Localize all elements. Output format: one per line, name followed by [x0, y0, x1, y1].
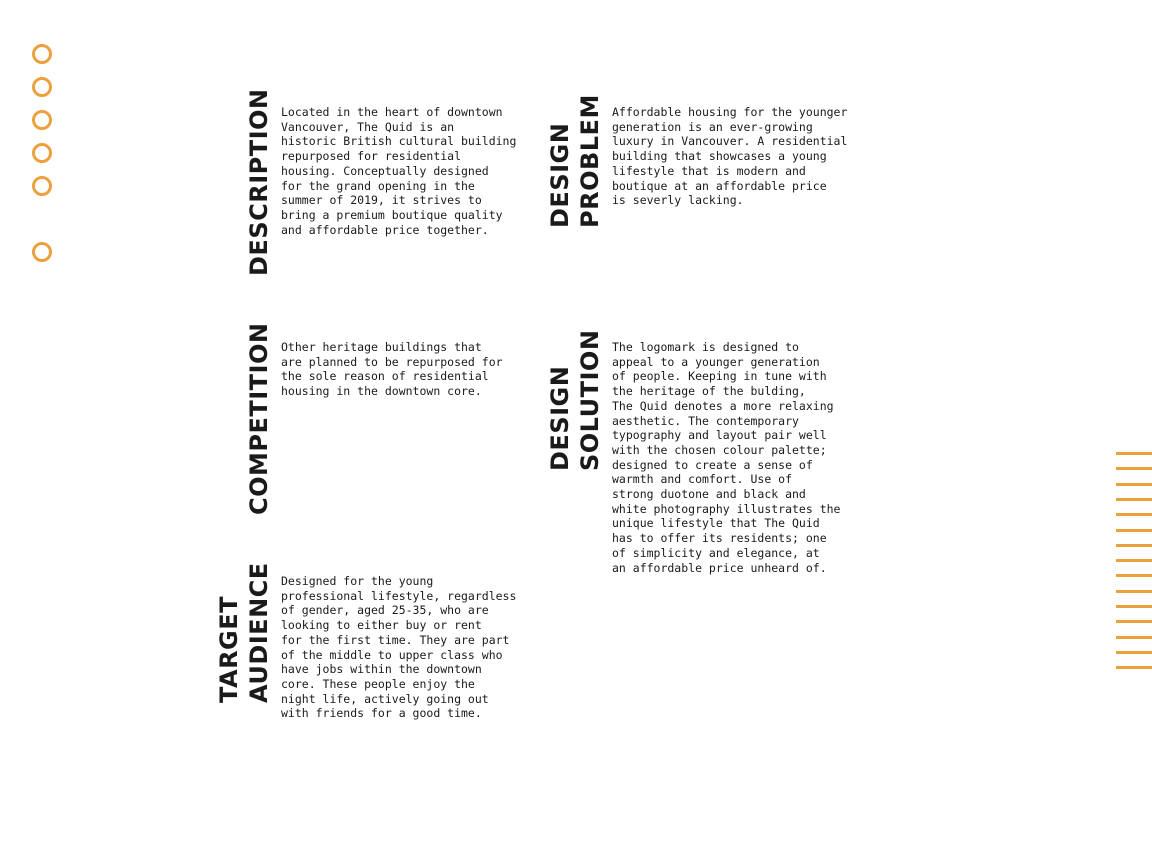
ring-icon — [32, 77, 52, 97]
competition-heading: COMPETITION — [245, 322, 273, 515]
stripe-icon — [1116, 452, 1152, 455]
ring-decoration — [32, 44, 52, 264]
ring-icon — [32, 176, 52, 196]
stripe-icon — [1116, 544, 1152, 547]
stripe-icon — [1116, 574, 1152, 577]
ring-icon — [32, 242, 52, 262]
description-heading: DESCRIPTION — [245, 88, 273, 276]
target-audience-body: Designed for the young professional lifestyle, regardless of gender, aged 25-35, who are looking to either buy or rent for the first time. They are part of the middle to upper class who have jobs within the downtown core. These people enjoy the night life, actively going out with friends for a good time. — [281, 574, 517, 721]
stripe-decoration — [1116, 452, 1152, 674]
target-audience-heading: TARGET AUDIENCE — [215, 562, 273, 703]
stripe-icon — [1116, 636, 1152, 639]
stripe-icon — [1116, 590, 1152, 593]
ring-icon — [32, 110, 52, 130]
stripe-icon — [1116, 467, 1152, 470]
design-problem-heading: DESIGN PROBLEM — [546, 94, 604, 228]
stripe-icon — [1116, 483, 1152, 486]
stripe-icon — [1116, 529, 1152, 532]
stripe-icon — [1116, 605, 1152, 608]
ring-icon — [32, 143, 52, 163]
stripe-icon — [1116, 513, 1152, 516]
stripe-icon — [1116, 620, 1152, 623]
ring-icon — [32, 44, 52, 64]
description-body: Located in the heart of downtown Vancouver, The Quid is an historic British cultural building repurposed for residential housing. Conceptually designed for the grand opening in the summer of 2019, it strives to bring a premium boutique quality and affordable price together. — [281, 105, 517, 237]
stripe-icon — [1116, 666, 1152, 669]
design-solution-heading: DESIGN SOLUTION — [546, 329, 604, 471]
design-solution-body: The logomark is designed to appeal to a younger generation of people. Keeping in tune with the heritage of the bulding, The Quid denotes a more relaxing aesthetic. The contemporary typography and layout pair well with the chosen colour palette; designed to create a sense of warmth and comfort. Use of strong duotone and black and white photography illustrates the unique lifestyle that The Quid has to offer its residents; one of simplicity and elegance, at an affordable price unheard of. — [612, 340, 841, 575]
stripe-icon — [1116, 651, 1152, 654]
stripe-icon — [1116, 559, 1152, 562]
stripe-icon — [1116, 498, 1152, 501]
design-problem-body: Affordable housing for the younger generation is an ever-growing luxury in Vancouver. A residential building that showcases a young lifestyle that is modern and boutique at an affordable price is severly lacking. — [612, 105, 848, 208]
competition-body: Other heritage buildings that are planned to be repurposed for the sole reason of residential housing in the downtown core. — [281, 340, 503, 399]
